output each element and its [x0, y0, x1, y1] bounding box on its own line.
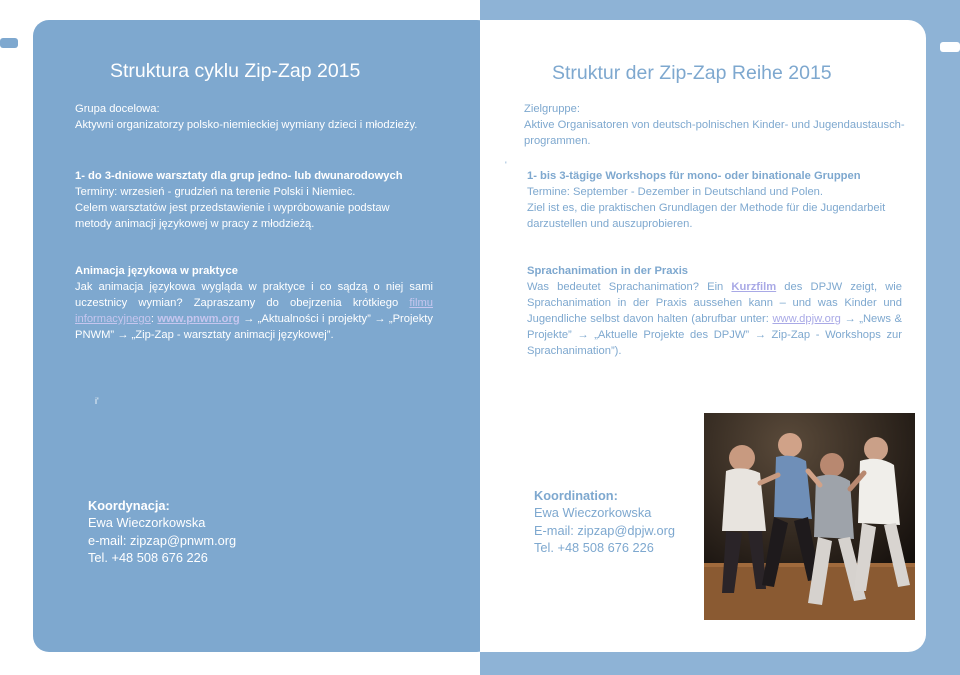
german-practice-text1: Was bedeutet Sprachanimation? Ein [527, 281, 732, 293]
polish-workshops-heading: 1- do 3-dniowe warsztaty dla grup jedno- lub dwunarodowych [75, 170, 403, 182]
german-workshops-line2: Ziel ist es, die praktischen Grundlagen der Methode für die Jugendarbeit [527, 202, 886, 214]
polish-contact-phone: Tel. +48 508 676 226 [88, 550, 208, 566]
german-kurzfilm-link[interactable]: Kurzfilm [731, 281, 777, 293]
german-title: Struktur der Zip-Zap Reihe 2015 [552, 62, 832, 84]
german-contact [534, 487, 704, 557]
german-practice-path: → „News & Projekte” → „Aktuelle Projekte des DPJW” → Zip-Zap - Workshops zur Sprachanimation”). [527, 313, 902, 357]
left-edge-tab [0, 38, 18, 48]
polish-target-text: Aktywni organizatorzy polsko-niemieckiej wymiany dzieci i młodzieży. [75, 119, 418, 131]
polish-contact-name: Ewa Wieczorkowska [88, 515, 206, 531]
german-contact-heading: Koordination: [534, 488, 618, 503]
polish-practice-text1: Jak animacja językowa wygląda w praktyce i co sądzą o niej sami uczestnicy wymian? Zapraszamy do obejrzenia krótkiego [75, 281, 433, 309]
polish-workshops-line1: Terminy: wrzesień - grudzień na terenie Polski i Niemiec. [75, 186, 356, 198]
german-workshops-heading: 1- bis 3-tägige Workshops für mono- oder binationale Gruppen [527, 170, 861, 182]
polish-contact [88, 497, 348, 567]
german-practice [527, 263, 902, 359]
german-practice-paragraph [527, 279, 902, 359]
polish-practice-paragraph [75, 279, 433, 343]
german-contact-name: Ewa Wieczorkowska [534, 505, 652, 521]
german-target-heading: Zielgruppe: [524, 103, 580, 115]
german-practice-heading: Sprachanimation in der Praxis [527, 265, 689, 277]
german-workshops [527, 168, 907, 232]
german-workshops-line3: darzustellen und auszuprobieren. [527, 218, 693, 230]
german-contact-email[interactable]: E-mail: zipzap@dpjw.org [534, 522, 676, 538]
polish-stray-mark: i' [95, 396, 99, 406]
polish-workshops-line3: metody animacji językowej w pracy z młodzieżą. [75, 218, 315, 230]
polish-film-link[interactable]: filmu informacyjnego [75, 297, 433, 325]
polish-workshops [75, 168, 440, 232]
polish-contact-heading: Koordynacja: [88, 498, 170, 513]
polish-practice-heading: Animacja językowa w praktyce [75, 265, 238, 277]
polish-workshops-line2: Celem warsztatów jest przedstawienie i wypróbowanie podstaw [75, 202, 390, 214]
polish-title: Struktura cyklu Zip-Zap 2015 [110, 60, 361, 82]
polish-target-group [75, 101, 435, 133]
workshop-photo-illustration [704, 413, 915, 620]
german-target-text: Aktive Organisatoren von deutsch-polnischen Kinder- und Jugendaustausch-programmen. [524, 119, 905, 147]
right-edge-tab [940, 42, 960, 52]
german-workshops-line1: Termine: September - Dezember in Deutschland und Polen. [527, 186, 823, 198]
polish-practice-path: → „Aktualności i projekty” → „Projekty PNWM” → „Zip-Zap - warsztaty animacji językowej”. [75, 313, 434, 341]
polish-target-heading: Grupa docelowa: [75, 103, 160, 115]
polish-pnwm-link[interactable]: www.pnwm.org [157, 313, 240, 325]
workshop-photo [704, 413, 915, 620]
polish-practice [75, 263, 433, 343]
german-practice-text2: des DPJW zeigt, wie Sprachanimation in der Praxis aussehen kann – und was Kinder und Jugendliche selbst davon halten (abrufbar unter: [527, 281, 902, 325]
german-dpjw-link[interactable]: www.dpjw.org [772, 313, 841, 325]
polish-practice-text2: : [150, 313, 158, 325]
german-target-group [524, 101, 916, 149]
german-stray-mark: ' [505, 160, 507, 170]
polish-contact-email[interactable]: e-mail: zipzap@pnwm.org [88, 532, 237, 548]
german-contact-phone: Tel. +48 508 676 226 [534, 540, 654, 556]
